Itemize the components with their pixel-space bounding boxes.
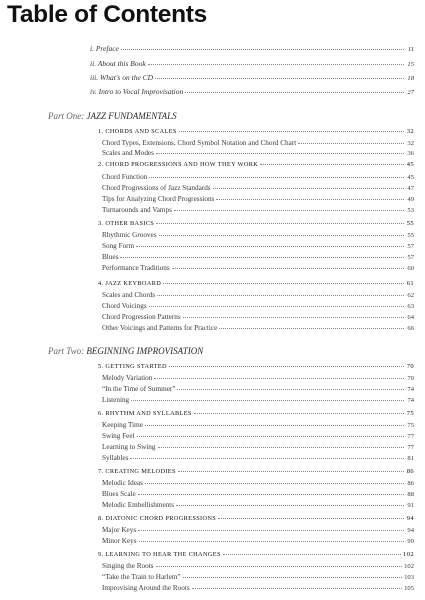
toc-page-number: 63 [407, 303, 414, 310]
toc-page-number: 66 [407, 325, 414, 332]
toc-entry-label: Scales and Chords [102, 291, 156, 299]
toc-page-number: 45 [407, 174, 414, 181]
toc-page-number: 70 [407, 375, 414, 382]
dot-leader [172, 267, 404, 269]
part-title: BEGINNING IMPROVISATION [86, 346, 204, 356]
toc-entry[interactable] [102, 442, 414, 452]
toc-entry[interactable] [102, 301, 414, 311]
toc-entry-label: Chord Progression Patterns [102, 313, 181, 321]
dot-leader [174, 209, 404, 211]
toc-entry-label: Singing the Roots [102, 562, 154, 570]
toc-chapter[interactable] [98, 550, 414, 560]
toc-page-number: 45 [406, 161, 414, 168]
toc-page-number: 57 [407, 243, 414, 250]
toc-entry[interactable] [102, 373, 414, 383]
toc-page-number: 55 [407, 232, 414, 239]
toc-page-number: 91 [407, 502, 414, 509]
toc-entry-label: Chord Voicings [102, 302, 147, 310]
toc-page-number: 77 [407, 444, 414, 451]
dot-leader [149, 305, 404, 307]
toc-page-number: 75 [407, 422, 414, 429]
toc-chapter[interactable] [98, 219, 414, 229]
toc-chapter[interactable] [98, 362, 414, 372]
dot-leader [131, 399, 404, 401]
toc-entry-label: Rhythmic Grooves [102, 231, 157, 239]
toc-page-number: 60 [407, 265, 414, 272]
toc-entry[interactable] [102, 312, 414, 322]
toc-entry[interactable] [102, 138, 414, 148]
toc-entry-intro-vocal-improvisation[interactable] [90, 87, 414, 97]
part-heading [48, 111, 177, 121]
toc-entry-label: Other Voicings and Patterns for Practice [102, 324, 218, 332]
toc-entry-label: iii. What's on the CD [90, 73, 154, 82]
toc-page-number: 57 [407, 254, 414, 261]
dot-leader [156, 222, 404, 224]
dot-leader [130, 457, 404, 459]
toc-entry[interactable] [102, 172, 414, 182]
toc-chapter-label: 3. OTHER BASICS [98, 220, 155, 227]
toc-page-number: 94 [406, 515, 414, 522]
toc-entry-about-this-book[interactable] [90, 59, 414, 69]
toc-page-number: 18 [407, 75, 414, 82]
toc-entry[interactable] [102, 420, 414, 430]
toc-page-number: 102 [403, 551, 414, 558]
toc-chapter-label: 1. CHORDS AND SCALES [98, 128, 177, 135]
part-prefix: Part One: [48, 111, 85, 121]
toc-page-number: 62 [407, 292, 414, 299]
toc-chapter-label: 2. CHORD PROGRESSIONS AND HOW THEY WORK [98, 161, 259, 168]
toc-chapter[interactable] [98, 127, 414, 137]
toc-entry[interactable] [102, 205, 414, 215]
part-prefix: Part Two: [48, 346, 85, 356]
toc-page-number: 11 [407, 46, 414, 53]
toc-chapter-label: 4. JAZZ KEYBOARD [98, 280, 162, 287]
dot-leader [298, 142, 404, 144]
toc-entry-label: Chord Types, Extensions, Chord Symbol Notation and Chord Chart [102, 139, 297, 147]
toc-entry-label: Syllables [102, 454, 129, 462]
part-heading [48, 346, 203, 356]
dot-leader [163, 282, 404, 284]
toc-entry-label: Listening [102, 396, 130, 404]
toc-page-number: 88 [407, 491, 414, 498]
toc-entry-label: Learning to Swing [102, 443, 156, 451]
dot-leader [185, 91, 404, 93]
toc-entry-label: Chord Function [102, 173, 148, 181]
toc-entry-label: Scales and Modes [102, 149, 154, 157]
dot-leader [183, 316, 404, 318]
toc-chapter-label: 8. DIATONIC CHORD PROGRESSIONS [98, 515, 217, 522]
toc-chapter[interactable] [98, 514, 414, 524]
toc-entry[interactable] [102, 431, 414, 441]
toc-page-number: 77 [407, 433, 414, 440]
dot-leader [138, 529, 404, 531]
dot-leader [218, 517, 404, 519]
toc-chapter[interactable] [98, 279, 414, 289]
toc-page-number: 53 [407, 207, 414, 214]
toc-page-number: 99 [407, 538, 414, 545]
toc-entry-label: Keeping Time [102, 421, 143, 429]
dot-leader [223, 553, 401, 555]
toc-entry[interactable] [102, 453, 414, 463]
dot-leader [219, 327, 404, 329]
toc-page-number: 70 [406, 363, 414, 370]
toc-entry-label: ii. About this Book [90, 59, 146, 68]
toc-entry-whats-on-the-cd[interactable] [90, 73, 414, 83]
dot-leader [121, 48, 404, 50]
toc-entry-label: Turnarounds and Vamps [102, 206, 172, 214]
toc-page-number: 74 [407, 386, 414, 393]
toc-entry-preface[interactable] [90, 44, 414, 54]
toc-entry[interactable] [102, 478, 414, 488]
toc-page-number: 75 [406, 410, 414, 417]
toc-chapter[interactable] [98, 467, 414, 477]
dot-leader [177, 388, 404, 390]
toc-entry[interactable] [102, 500, 414, 510]
toc-entry[interactable] [102, 583, 414, 593]
dot-leader [179, 130, 404, 132]
toc-entry[interactable] [102, 395, 414, 405]
toc-page-number: 86 [407, 480, 414, 487]
dot-leader [183, 576, 403, 578]
toc-entry-label: Improvising Around the Roots [102, 584, 190, 592]
part-title: JAZZ FUNDAMENTALS [86, 111, 177, 121]
dot-leader [156, 152, 404, 154]
toc-entry-label: Swing Feel [102, 432, 135, 440]
toc-entry-label: iv. Intro to Vocal Improvisation [90, 87, 184, 96]
dot-leader [216, 198, 404, 200]
toc-page-number: 15 [407, 61, 414, 68]
toc-entry[interactable] [102, 241, 414, 251]
dot-leader [159, 234, 405, 236]
toc-entry-label: Performance Traditions [102, 264, 170, 272]
toc-entry-label: Minor Keys [102, 537, 137, 545]
toc-entry[interactable] [102, 384, 414, 394]
toc-entry[interactable] [102, 183, 414, 193]
toc-entry[interactable] [102, 561, 414, 571]
dot-leader [194, 412, 404, 414]
dot-leader [149, 176, 404, 178]
toc-chapter-label: 5. GETTING STARTED [98, 363, 167, 370]
toc-entry-label: “In the Time of Summer” [102, 385, 176, 393]
dot-leader [155, 77, 404, 79]
toc-page-number: 102 [404, 563, 414, 570]
dot-leader [260, 163, 404, 165]
toc-entry-label: Song Form [102, 242, 135, 250]
dot-leader [136, 245, 404, 247]
toc-entry-label: Blues Scale [102, 490, 136, 498]
toc-page-number: 103 [404, 574, 414, 581]
toc-entry-label: Blues [102, 253, 119, 261]
toc-chapter-label: 9. LEARNING TO HEAR THE CHANGES [98, 551, 221, 558]
toc-entry-label: Tips for Analyzing Chord Progressions [102, 195, 215, 203]
dot-leader [192, 587, 402, 589]
toc-page-number: 47 [407, 185, 414, 192]
toc-entry[interactable] [102, 230, 414, 240]
dot-leader [178, 470, 404, 472]
toc-chapter-label: 6. RHYTHM AND SYLLABLES [98, 410, 192, 417]
dot-leader [139, 540, 404, 542]
toc-page-number: 55 [406, 220, 414, 227]
toc-page-number: 74 [407, 397, 414, 404]
dot-leader [157, 294, 404, 296]
toc-entry-label: Major Keys [102, 526, 137, 534]
toc-entry[interactable] [102, 536, 414, 546]
toc-entry-label: i. Preface [90, 44, 119, 53]
toc-entry[interactable] [102, 290, 414, 300]
toc-page-number: 61 [406, 280, 414, 287]
dot-leader [137, 435, 404, 437]
toc-entry-label: Chord Progressions of Jazz Standards [102, 184, 211, 192]
toc-page-number: 105 [404, 585, 414, 592]
toc-entry[interactable] [102, 572, 414, 582]
toc-chapter-label: 7. CREATING MELODIES [98, 468, 176, 475]
toc-entry-label: Melodic Embellishments [102, 501, 175, 509]
dot-leader [148, 63, 404, 65]
dot-leader [169, 365, 404, 367]
toc-chapter[interactable] [98, 409, 414, 419]
dot-leader [156, 565, 403, 567]
toc-entry[interactable] [102, 252, 414, 262]
toc-entry-label: “Take the Train to Harlem” [102, 573, 181, 581]
toc-page-number: 27 [407, 89, 414, 96]
toc-page-number: 32 [407, 140, 414, 147]
toc-entry-label: Melody Variation [102, 374, 153, 382]
toc-entry[interactable] [102, 323, 414, 333]
toc-page-number: 86 [406, 468, 414, 475]
toc-entry[interactable] [102, 194, 414, 204]
toc-entry[interactable] [102, 263, 414, 273]
toc-page-number: 49 [407, 196, 414, 203]
dot-leader [213, 187, 404, 189]
toc-page-number: 94 [407, 527, 414, 534]
dot-leader [145, 424, 404, 426]
toc-entry[interactable] [102, 489, 414, 499]
toc-chapter[interactable] [98, 160, 414, 170]
toc-page-number: 32 [406, 128, 414, 135]
toc-entry[interactable] [102, 525, 414, 535]
toc-entry-label: Melodic Ideas [102, 479, 143, 487]
toc-entry[interactable] [102, 148, 414, 158]
toc-page-number: 64 [407, 314, 414, 321]
dot-leader [154, 377, 404, 379]
dot-leader [145, 482, 404, 484]
toc-page-number: 81 [407, 455, 414, 462]
dot-leader [176, 504, 404, 506]
dot-leader [120, 256, 404, 258]
dot-leader [138, 493, 404, 495]
dot-leader [158, 446, 405, 448]
toc-page-number: 36 [407, 150, 414, 157]
page-title: Table of Contents [7, 1, 207, 28]
